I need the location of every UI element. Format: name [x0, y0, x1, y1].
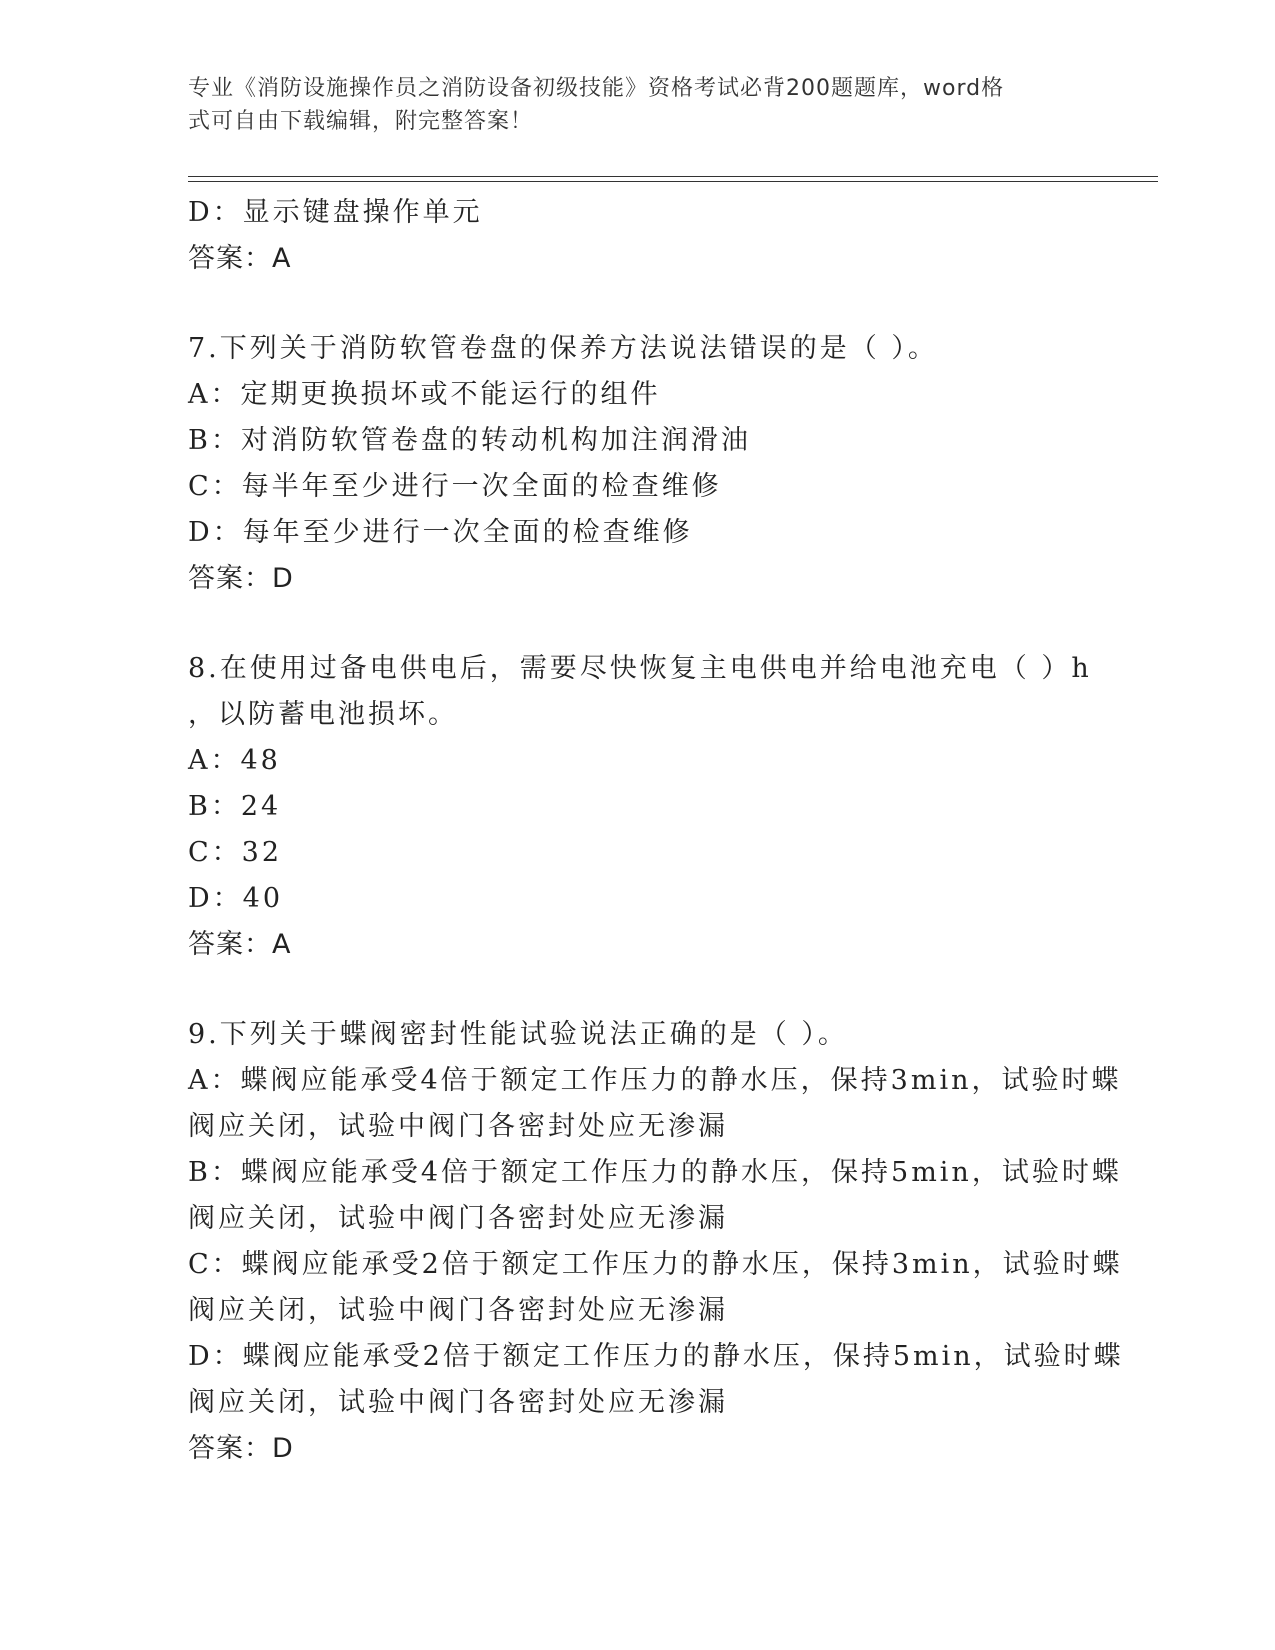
question-stem-continued: ，以防蓄电池损坏。 — [188, 699, 458, 730]
option-b: B：24 — [188, 791, 282, 822]
option-c: C：蝶阀应能承受2倍于额定工作压力的静水压，保持3min，试验时蝶 — [188, 1249, 1123, 1280]
document-header — [188, 72, 1068, 138]
spacer — [188, 968, 1088, 1012]
question-stem: 9.下列关于蝶阀密封性能试验说法正确的是（ ）。 — [188, 1019, 848, 1050]
header-line-2: 式可自由下载编辑，附完整答案！ — [188, 109, 534, 134]
option-d: D：蝶阀应能承受2倍于额定工作压力的静水压，保持5min，试验时蝶 — [188, 1341, 1124, 1372]
option-a: A：蝶阀应能承受4倍于额定工作压力的静水压，保持3min，试验时蝶 — [188, 1065, 1122, 1096]
answer-line: 答案：D — [188, 563, 294, 594]
option-c: C：每半年至少进行一次全面的检查维修 — [188, 471, 722, 502]
option-b: B：对消防软管卷盘的转动机构加注润滑油 — [188, 425, 751, 456]
question-content — [188, 190, 1124, 1472]
question-block-7 — [188, 326, 1088, 602]
question-block-9 — [188, 1012, 1124, 1472]
option-d: D：每年至少进行一次全面的检查维修 — [188, 517, 693, 548]
question-block-8 — [188, 646, 1092, 968]
option-d: D：40 — [188, 883, 284, 914]
option-d-continued: 阀应关闭，试验中阀门各密封处应无渗漏 — [188, 1387, 728, 1418]
option-d: D：显示键盘操作单元 — [188, 197, 483, 228]
question-stem: 7.下列关于消防软管卷盘的保养方法说法错误的是（ ）。 — [188, 333, 938, 364]
header-divider — [188, 176, 1158, 182]
option-a: A：定期更换损坏或不能运行的组件 — [188, 379, 661, 410]
option-a-continued: 阀应关闭，试验中阀门各密封处应无渗漏 — [188, 1111, 728, 1142]
spacer — [188, 282, 1088, 326]
header-line-1: 专业《消防设施操作员之消防设备初级技能》资格考试必背200题题库，word格 — [188, 76, 1005, 101]
question-stem: 8.在使用过备电供电后，需要尽快恢复主电供电并给电池充电（ ）h — [188, 653, 1092, 684]
option-a: A：48 — [188, 745, 281, 776]
answer-line: 答案：A — [188, 243, 292, 274]
answer-line: 答案：A — [188, 929, 292, 960]
answer-line: 答案：D — [188, 1433, 294, 1464]
option-c-continued: 阀应关闭，试验中阀门各密封处应无渗漏 — [188, 1295, 728, 1326]
option-b-continued: 阀应关闭，试验中阀门各密封处应无渗漏 — [188, 1203, 728, 1234]
option-c: C：32 — [188, 837, 283, 868]
spacer — [188, 602, 1088, 646]
option-b: B：蝶阀应能承受4倍于额定工作压力的静水压，保持5min，试验时蝶 — [188, 1157, 1122, 1188]
